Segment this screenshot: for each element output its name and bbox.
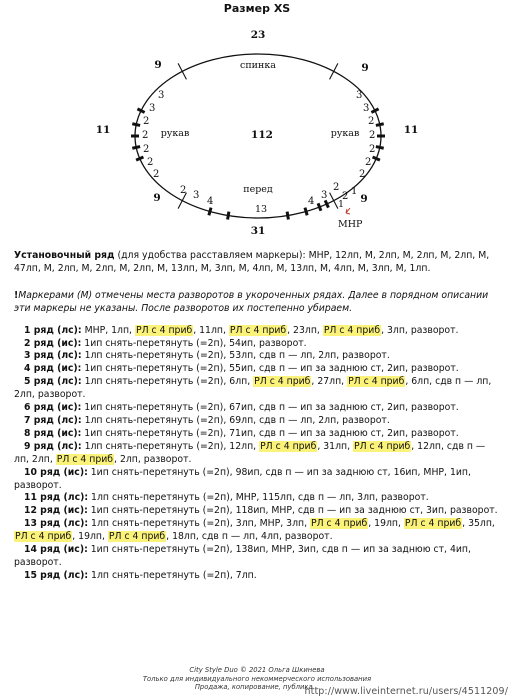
row-text: 1лп снять-перетянуть (=2п), МНР, 115лп, сдв п — лп, 3лп, разворот. xyxy=(88,492,429,504)
marker-tick xyxy=(228,212,229,220)
row-label: 3 ряд (лс): xyxy=(24,350,82,362)
marker-tick xyxy=(305,208,307,216)
row-label: 7 ряд (лс): xyxy=(24,414,82,426)
increase-highlight: РЛ с 4 приб xyxy=(15,531,72,543)
footer-license: Только для индивидуального некоммерческого использования xyxy=(142,674,372,683)
row-instruction xyxy=(14,518,502,544)
row-text: 1лп снять-перетянуть (=2п), 7лп. xyxy=(88,569,257,581)
left-lower-num: 2 xyxy=(143,144,150,155)
upper-left-count: 9 xyxy=(154,59,162,71)
bottom-right-num: 2 xyxy=(342,191,349,202)
row-text: 1ип снять-перетянуть (=2п), 138ип, МНР, 3ип, сдв п — ип за заднюю ст, 4ип, разворот. xyxy=(14,544,471,568)
setup-label: Установочный ряд xyxy=(14,250,115,261)
row-text: , 19лп, xyxy=(368,518,404,530)
row-label: 9 ряд (лс): xyxy=(24,440,82,452)
row-label: 5 ряд (лс): xyxy=(24,376,82,388)
row-label: 11 ряд (лс): xyxy=(24,492,89,504)
setup-text: (для удобства расставляем маркеры): МНР, 12лп, М, 2лп, М, 2лп, М, 2лп, М, 47лп, М, 2лп, М, 2лп, М, 2лп, М, 13лп, М, 3лп, М, 4лп, М, 13лп, М, 4лп, М, 3лп, М, 1лп. xyxy=(14,250,490,274)
pattern-text xyxy=(14,250,502,583)
left-lower-num: 2 xyxy=(153,169,160,180)
row-instruction xyxy=(14,325,502,338)
row-text: , 35лп, xyxy=(462,518,495,530)
row-label: 15 ряд (лс): xyxy=(24,569,89,581)
increase-highlight: РЛ с 4 приб xyxy=(311,518,368,530)
row-text: , 19лп, xyxy=(72,531,108,543)
marker-tick xyxy=(132,147,140,149)
back-label: спинка xyxy=(240,60,276,71)
row-text: 1ип снять-перетянуть (=2п), 55ип, сдв п — ип за заднюю ст, 2ип, разворот. xyxy=(81,363,459,375)
row-instruction xyxy=(14,376,502,402)
lower-right-count: 9 xyxy=(360,193,368,205)
left-sleeve-label: рукав xyxy=(160,128,190,139)
right-upper-num: 3 xyxy=(363,103,370,114)
row-text: , 18лп, сдв п — лп, 4лп, разворот. xyxy=(166,531,333,543)
footer-restriction: Продажа, копирование, публика... xyxy=(194,683,320,692)
row-text: 1ип снять-перетянуть (=2п), 67ип, сдв п — ип за заднюю ст, 2ип, разворот. xyxy=(81,402,459,414)
row-instruction xyxy=(14,492,502,505)
row-text: 1ип снять-перетянуть (=2п), 54ип, разворот. xyxy=(81,337,307,349)
row-instruction xyxy=(14,428,502,441)
marker-tick xyxy=(371,109,378,113)
increase-highlight: РЛ с 4 приб xyxy=(404,518,462,530)
row-text: 1лп снять-перетянуть (=2п), 53лп, сдв п — лп, 2лп, разворот. xyxy=(81,350,390,362)
row-text: , 27лп, xyxy=(311,376,348,388)
setup-paragraph xyxy=(14,250,502,276)
row-instruction xyxy=(14,441,502,467)
increase-highlight: РЛ с 4 приб xyxy=(323,324,381,336)
increase-highlight: РЛ с 4 приб xyxy=(229,324,287,336)
row-text: МНР, 1лп, xyxy=(81,324,135,336)
row-text: , 31лп, xyxy=(317,440,353,452)
right-count: 11 xyxy=(403,124,419,136)
row-text: , 3лп, разворот. xyxy=(381,324,459,336)
marker-tick xyxy=(330,193,338,209)
bottom-count: 31 xyxy=(250,225,266,237)
row-label: 14 ряд (ис): xyxy=(24,544,88,556)
marker-label: МНР xyxy=(338,219,363,230)
marker-tick xyxy=(136,157,143,160)
marker-arrow-icon xyxy=(346,208,350,214)
row-text: , 2лп, разворот. xyxy=(114,453,192,465)
row-label: 1 ряд (лс): xyxy=(24,324,82,336)
row-text: 1лп снять-перетянуть (=2п), 69лп, сдв п — лп, 2лп, разворот. xyxy=(81,414,390,426)
left-upper-num: 2 xyxy=(142,130,149,141)
lower-left-count: 9 xyxy=(153,192,161,204)
row-label: 10 ряд (ис): xyxy=(24,466,88,478)
row-text: , 6лп, сдв п — лп, 2лп, разворот. xyxy=(14,376,492,401)
right-lower-num: 2 xyxy=(365,157,372,168)
arrow-label: 1 xyxy=(338,199,345,210)
row-label: 13 ряд (лс): xyxy=(24,518,89,530)
row-label: 6 ряд (ис): xyxy=(24,402,82,414)
row-text: , 12лп, сдв п — лп, 2лп, xyxy=(14,440,486,465)
right-lower-num: 2 xyxy=(359,169,366,180)
note-mark: ! xyxy=(14,289,19,301)
row-label: 8 ряд (ис): xyxy=(24,427,82,439)
row-label: 12 ряд (ис): xyxy=(24,505,88,517)
right-upper-num: 3 xyxy=(356,90,363,101)
row-text: 1лп снять-перетянуть (=2п), 6лп, xyxy=(81,376,254,388)
row-text: 1ип снять-перетянуть (=2п), 118ип, МНР, сдв п — ип за заднюю ст, 3ип, разворот. xyxy=(87,505,498,517)
increase-highlight: РЛ с 4 приб xyxy=(56,453,114,465)
marker-tick xyxy=(373,157,380,160)
bottom-left-num: 4 xyxy=(207,196,214,207)
bottom-left-num: 3 xyxy=(193,190,200,201)
center-count: 112 xyxy=(251,129,273,141)
row-instruction xyxy=(14,544,502,570)
row-text: 1ип снять-перетянуть (=2п), 71ип, сдв п — ип за заднюю ст, 2ип, разворот. xyxy=(81,427,459,439)
left-lower-num: 2 xyxy=(147,157,154,168)
row-instruction xyxy=(14,467,502,493)
right-upper-num: 2 xyxy=(368,116,375,127)
right-lower-num: 2 xyxy=(369,144,376,155)
row-text: , 11лп, xyxy=(193,324,229,336)
right-sleeve-label: рукав xyxy=(330,128,360,139)
source-watermark: http://www.liveinternet.ru/users/4511209/ xyxy=(304,686,508,697)
row-list xyxy=(14,325,502,583)
front-inner-count: 13 xyxy=(254,204,268,215)
row-instruction xyxy=(14,338,502,351)
row-text: 1лп снять-перетянуть (=2п), 3лп, МНР, 3лп, xyxy=(88,518,310,530)
footer-copyright: City Style Duo © 2021 Ольга Шкинева xyxy=(189,666,325,674)
left-upper-num: 3 xyxy=(158,90,165,101)
bottom-right-num: 2 xyxy=(333,182,340,193)
marker-tick xyxy=(137,109,144,113)
row-label: 2 ряд (ис): xyxy=(24,337,82,349)
marker-tick xyxy=(325,200,328,207)
marker-tick xyxy=(376,124,384,126)
increase-highlight: РЛ с 4 приб xyxy=(260,440,317,452)
row-instruction xyxy=(14,570,502,583)
increase-highlight: РЛ с 4 приб xyxy=(254,376,311,388)
row-label: 4 ряд (ис): xyxy=(24,363,82,375)
left-count: 11 xyxy=(95,124,111,136)
row-instruction xyxy=(14,350,502,363)
marker-tick xyxy=(330,63,338,79)
increase-highlight: РЛ с 4 приб xyxy=(135,324,193,336)
row-instruction xyxy=(14,402,502,415)
page-title: Размер XS xyxy=(223,2,291,15)
bottom-right-num: 3 xyxy=(321,190,328,201)
bottom-right-num: 4 xyxy=(308,196,315,207)
increase-highlight: РЛ с 4 приб xyxy=(348,376,405,388)
row-text: 1ип снять-перетянуть (=2п), 98ип, сдв п — ип за заднюю ст, 16ип, МНР, 1ип, разворот. xyxy=(14,466,471,491)
row-instruction xyxy=(14,505,502,518)
row-text: 1лп снять-перетянуть (=2п), 12лп, xyxy=(81,440,260,452)
note-text: Маркерами (М) отмечены места разворотов в укороченных рядах. Далее в порядном описании эти маркеры не указаны. После разворотов их постепенно убираем. xyxy=(14,289,489,314)
bottom-left-num: 2 xyxy=(180,185,187,196)
note-paragraph xyxy=(14,290,502,316)
marker-tick xyxy=(178,63,186,79)
marker-tick xyxy=(209,208,211,216)
yoke-diagram xyxy=(0,0,514,245)
bottom-right-num: 1 xyxy=(351,186,358,197)
marker-tick xyxy=(287,212,288,220)
top-count: 23 xyxy=(250,29,266,41)
row-instruction xyxy=(14,363,502,376)
marker-tick xyxy=(318,203,321,210)
increase-highlight: РЛ с 4 приб xyxy=(354,440,411,452)
marker-tick xyxy=(132,124,140,126)
right-upper-num: 2 xyxy=(369,130,376,141)
increase-highlight: РЛ с 4 приб xyxy=(108,531,166,543)
upper-right-count: 9 xyxy=(361,62,369,74)
marker-tick xyxy=(376,147,384,149)
row-instruction xyxy=(14,415,502,428)
front-label: перед xyxy=(243,184,273,195)
left-upper-num: 3 xyxy=(149,103,156,114)
left-upper-num: 2 xyxy=(143,116,150,127)
row-text: , 23лп, xyxy=(287,324,323,336)
